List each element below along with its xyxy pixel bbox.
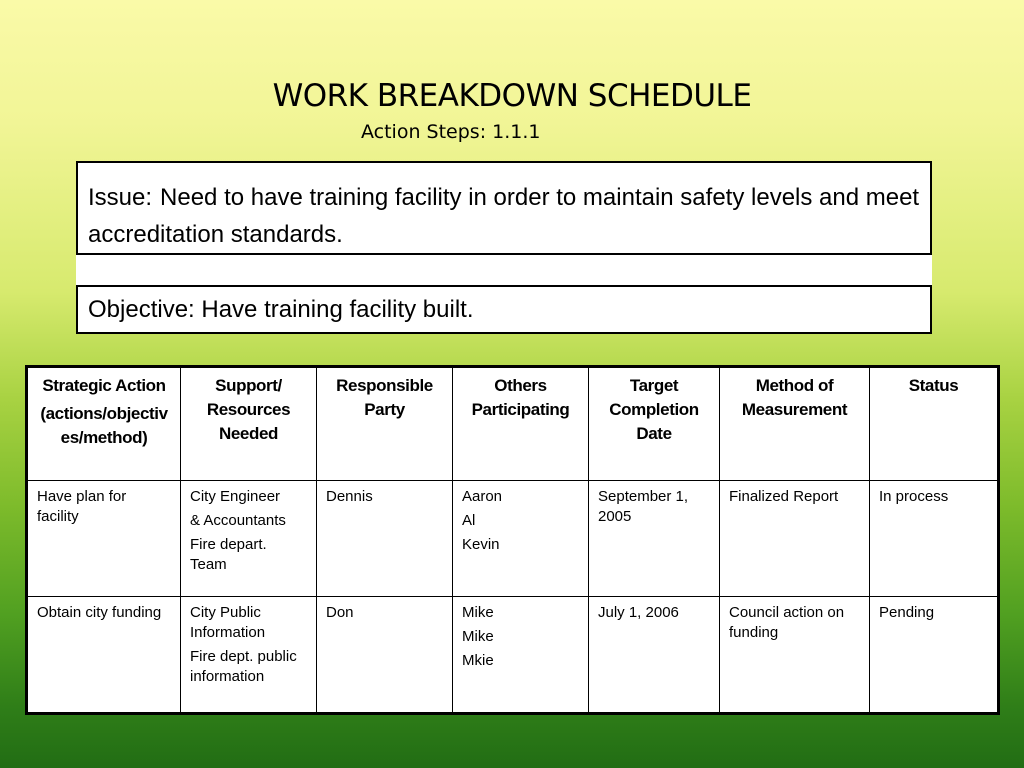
header-target-completion-date bbox=[589, 367, 720, 481]
objective-text: Objective: Have training facility built. bbox=[88, 296, 474, 323]
cell-line: Mkie bbox=[462, 651, 494, 669]
table-row bbox=[27, 596, 999, 713]
panel-spacer bbox=[76, 255, 932, 285]
issue-panel bbox=[76, 161, 932, 255]
cell-line: & Accountants bbox=[190, 512, 286, 529]
cell-others bbox=[453, 596, 589, 713]
header-status bbox=[870, 367, 999, 481]
header-label: Responsible Party bbox=[336, 376, 433, 419]
page-title: WORK BREAKDOWN SCHEDULE bbox=[272, 78, 752, 114]
issue-label: Issue: bbox=[88, 184, 153, 211]
table-header-row bbox=[27, 367, 999, 481]
header-label: Target Completion Date bbox=[609, 376, 699, 443]
cell-line: City Public Information bbox=[190, 603, 266, 641]
cell-support bbox=[181, 596, 317, 713]
cell-status: In process bbox=[870, 481, 999, 597]
cell-target-date: July 1, 2006 bbox=[589, 596, 720, 713]
header-label: Others Participating bbox=[471, 376, 570, 419]
cell-line: City Engineer bbox=[190, 488, 281, 505]
cell-line: Mike bbox=[462, 603, 494, 621]
cell-support bbox=[181, 481, 317, 597]
cell-line: Al bbox=[462, 512, 476, 529]
cell-measurement: Council action on funding bbox=[720, 596, 870, 713]
cell-line: Fire dept. public information bbox=[190, 647, 297, 685]
header-support-resources bbox=[181, 367, 317, 481]
page-subtitle: Action Steps: 1.1.1 bbox=[361, 121, 541, 143]
issue-objective-box bbox=[76, 161, 932, 334]
cell-strategic-action: Obtain city funding bbox=[27, 596, 181, 713]
cell-others bbox=[453, 481, 589, 597]
header-method-of-measurement bbox=[720, 367, 870, 481]
cell-target-date: September 1, 2005 bbox=[589, 481, 720, 597]
header-label: Method of Measurement bbox=[741, 376, 848, 419]
header-label: Strategic Action bbox=[42, 376, 166, 395]
cell-responsible: Don bbox=[317, 596, 453, 713]
cell-strategic-action: Have plan for facility bbox=[27, 481, 181, 597]
header-others-participating bbox=[453, 367, 589, 481]
work-breakdown-table bbox=[25, 365, 1000, 715]
header-sublabel: (actions/objectives/method) bbox=[40, 404, 168, 447]
table-row bbox=[27, 481, 999, 597]
cell-line: Kevin bbox=[462, 536, 500, 553]
header-responsible-party bbox=[317, 367, 453, 481]
cell-responsible: Dennis bbox=[317, 481, 453, 597]
cell-line: Mike bbox=[462, 627, 494, 645]
issue-text: Need to have training facility in order to maintain safety levels and meet accreditation standards. bbox=[88, 184, 920, 248]
cell-status: Pending bbox=[870, 596, 999, 713]
cell-line: Fire depart. Team bbox=[190, 536, 267, 573]
cell-measurement: Finalized Report bbox=[720, 481, 870, 597]
objective-panel bbox=[76, 285, 932, 334]
header-label: Status bbox=[908, 376, 959, 395]
cell-line: Aaron bbox=[462, 488, 503, 505]
header-strategic-action bbox=[27, 367, 181, 481]
header-label: Support/ Resources Needed bbox=[206, 376, 291, 443]
